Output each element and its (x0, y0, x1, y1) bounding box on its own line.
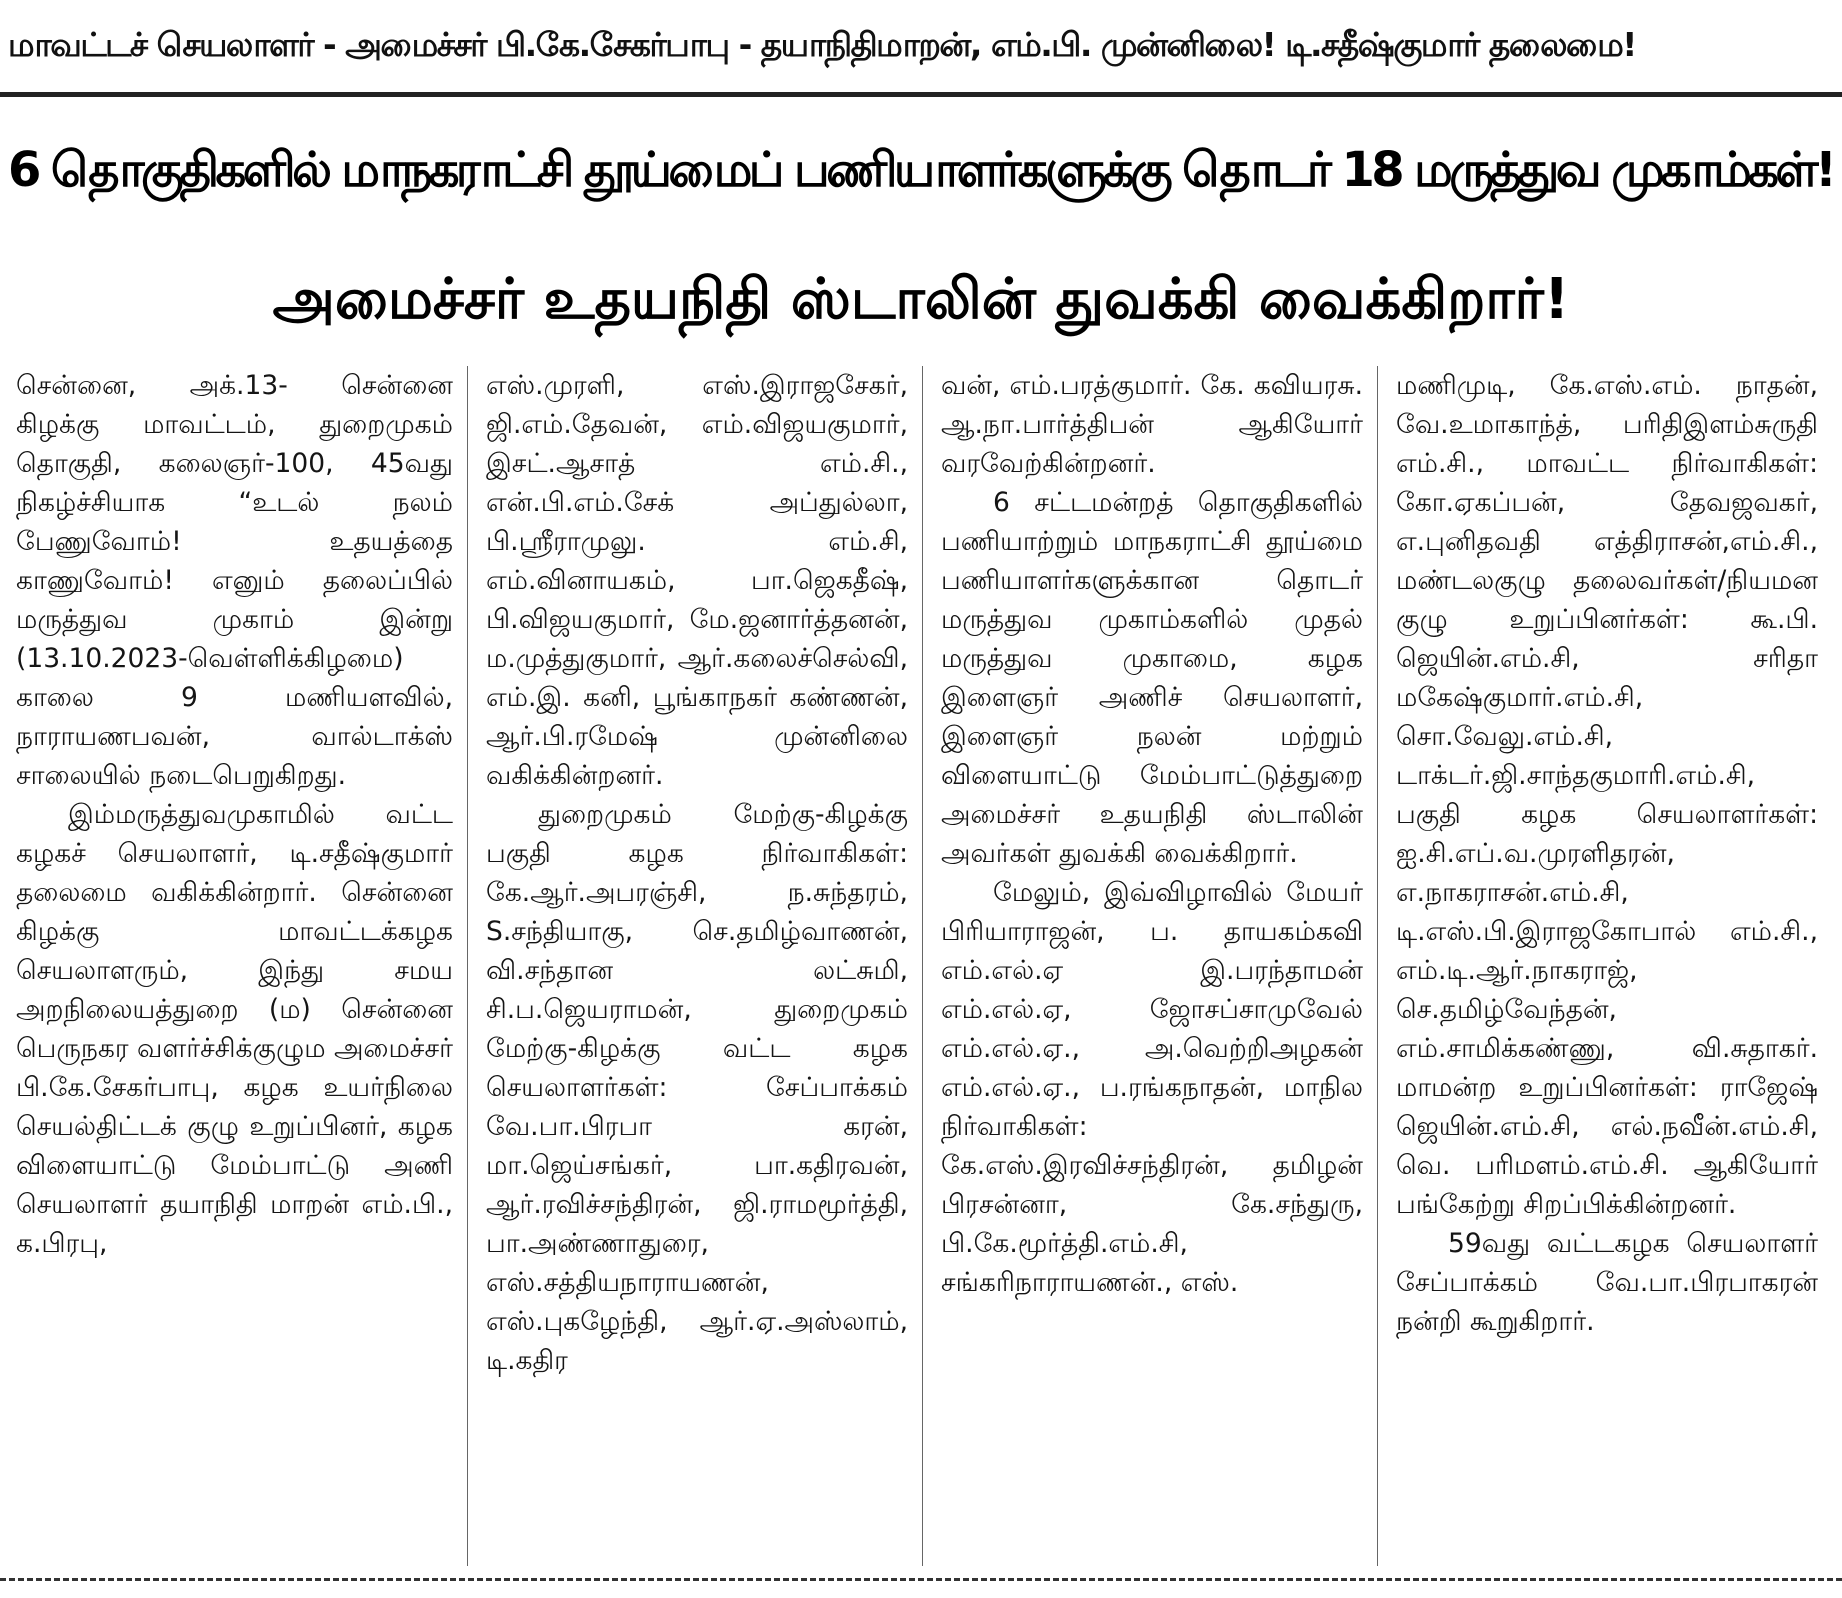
article-body (12, 366, 1834, 1566)
column-4-paragraph-1: மணிமுடி, கே.எஸ்.எம். நாதன், வே.உமாகாந்த், பரிதிஇளம்சுருதி எம்.சி., மாவட்ட நிர்வாகிகள்: கோ.ஏகப்பன், தேவஜவகர், எ.புனிதவதி எத்திராசன்,எம்.சி., மண்டலகுழு தலைவர்கள்/நியமன குழு உறுப்பினர்கள்: கூ.பி. ஜெயின்.எம்.சி, சரிதா மகேஷ்குமார்.எம்.சி, சொ.வேலு.எம்.சி, டாக்டர்.ஜி.சாந்தகுமாரி.எம்.சி, பகுதி கழக செயலாளர்கள்: ஐ.சி.எப்.வ.முரளிதரன், எ.நாகராசன்.எம்.சி, டி.எஸ்.பி.இராஜகோபால் எம்.சி., எம்.டி.ஆர்.நாகராஜ், செ.தமிழ்வேந்தன், எம்.சாமிக்கண்ணு, வி.சுதாகர். மாமன்ற உறுப்பினர்கள்: ராஜேஷ் ஜெயின்.எம்.சி, எல்.நவீன்.எம்.சி, வெ. பரிமளம்.எம்.சி. ஆகியோர் பங்கேற்று சிறப்பிக்கின்றனர். (1396, 370, 1818, 1220)
article-column-2 (467, 366, 922, 1566)
top-rule (0, 92, 1842, 97)
article-column-4 (1377, 366, 1832, 1566)
subheadline: அமைச்சர் உதயநிதி ஸ்டாலின் துவக்கி வைக்கிறார்! (272, 267, 1570, 332)
column-1-paragraph-1: சென்னை, அக்.13- சென்னை கிழக்கு மாவட்டம், துறைமுகம் தொகுதி, கலைஞர்-100, 45வது நிகழ்ச்சியாக “உடல் நலம் பேணுவோம்! உதயத்தை காணுவோம்! எனும் தலைப்பில் மருத்துவ முகாம் இன்று (13.10.2023-வெள்ளிக்கிழமை) காலை 9 மணியளவில், நாராயணபவன், வால்டாக்ஸ் சாலையில் நடைபெறுகிறது. (16, 370, 453, 791)
column-3-paragraph-3: மேலும், இவ்விழாவில் மேயர் பிரியாராஜன், ப. தாயகம்கவி எம்.எல்.ஏ இ.பரந்தாமன் எம்.எல்.ஏ, ஜோசப்சாமுவேல் எம்.எல்.ஏ., அ.வெற்றிஅழகன் எம்.எல்.ஏ., ப.ரங்கநாதன், மாநில நிர்வாகிகள்: கே.எஸ்.இரவிச்சந்திரன், தமிழன் பிரசன்னா, கே.சந்துரு, பி.கே.மூர்த்தி.எம்.சி, சங்கரிநாராயணன்., எஸ். (941, 877, 1363, 1298)
column-2-paragraph-2: துறைமுகம் மேற்கு-கிழக்கு பகுதி கழக நிர்வாகிகள்: கே.ஆர்.அபரஞ்சி, ந.சுந்தரம், S.சந்தியாகு, செ.தமிழ்வாணன், வி.சந்தான லட்சுமி, சி.ப.ஜெயராமன், துறைமுகம் மேற்கு-கிழக்கு வட்ட கழக செயலாளர்கள்: சேப்பாக்கம் வே.பா.பிரபா கரன், மா.ஜெய்சங்கர், பா.கதிரவன், ஆர்.ரவிச்சந்திரன், ஜி.ராமமூர்த்தி, பா.அண்ணாதுரை, எஸ்.சத்தியநாராயணன், எஸ்.புகழேந்தி, ஆர்.ஏ.அஸ்லாம், டி.கதிர (486, 799, 908, 1376)
column-2-paragraph-1: எஸ்.முரளி, எஸ்.இராஜசேகர், ஜி.எம்.தேவன், எம்.விஜயகுமார், இசட்.ஆசாத் எம்.சி., என்.பி.எம்.சேக் அப்துல்லா, பி.ஸ்ரீராமுலு. எம்.சி, எம்.வினாயகம், பா.ஜெகதீஷ், பி.விஜயகுமார், மே.ஜனார்த்தனன், ம.முத்துகுமார், ஆர்.கலைச்செல்வி, எம்.இ. கனி, பூங்காநகர் கண்ணன், ஆர்.பி.ரமேஷ் முன்னிலை வகிக்கின்றனர். (486, 370, 908, 791)
kicker-line: மாவட்டச் செயலாளர் - அமைச்சர் பி.கே.சேகர்பாபு - தயாநிதிமாறன், எம்.பி. முன்னிலை! டி.சதீஷ்குமார் தலைமை! (8, 25, 1636, 64)
bottom-dashed-rule (0, 1578, 1842, 1581)
headline: 6 தொகுதிகளில் மாநகராட்சி தூய்மைப் பணியாளர்களுக்கு தொடர் 18 மருத்துவ முகாம்கள்! (8, 142, 1834, 198)
column-4-paragraph-2: 59வது வட்டகழக செயலாளர் சேப்பாக்கம் வே.பா.பிரபாகரன் நன்றி கூறுகிறார். (1396, 1228, 1818, 1337)
column-1-paragraph-2: இம்மருத்துவமுகாமில் வட்ட கழகச் செயலாளர், டி.சதீஷ்குமார் தலைமை வகிக்கின்றார். சென்னை கிழக்கு மாவட்டக்கழக செயலாளரும், இந்து சமய அறநிலையத்துறை (ம) சென்னை பெருநகர வளர்ச்சிக்குழும அமைச்சர் பி.கே.சேகர்பாபு, கழக உயர்நிலை செயல்திட்டக் குழு உறுப்பினர், கழக விளையாட்டு மேம்பாட்டு அணி செயலாளர் தயாநிதி மாறன் எம்.பி., க.பிரபு, (16, 799, 453, 1259)
column-3-paragraph-1: வன், எம்.பரத்குமார். கே. கவியரசு. ஆ.நா.பார்த்திபன் ஆகியோர் வரவேற்கின்றனர். (941, 370, 1363, 479)
column-3-paragraph-2: 6 சட்டமன்றத் தொகுதிகளில் பணியாற்றும் மாநகராட்சி தூய்மை பணியாளர்களுக்கான தொடர் மருத்துவ முகாம்களில் முதல் மருத்துவ முகாமை, கழக இளைஞர் அணிச் செயலாளர், இளைஞர் நலன் மற்றும் விளையாட்டு மேம்பாட்டுத்துறை அமைச்சர் உதயநிதி ஸ்டாலின் அவர்கள் துவக்கி வைக்கிறார். (941, 487, 1363, 869)
article-column-3 (922, 366, 1377, 1566)
article-column-1 (12, 366, 467, 1566)
